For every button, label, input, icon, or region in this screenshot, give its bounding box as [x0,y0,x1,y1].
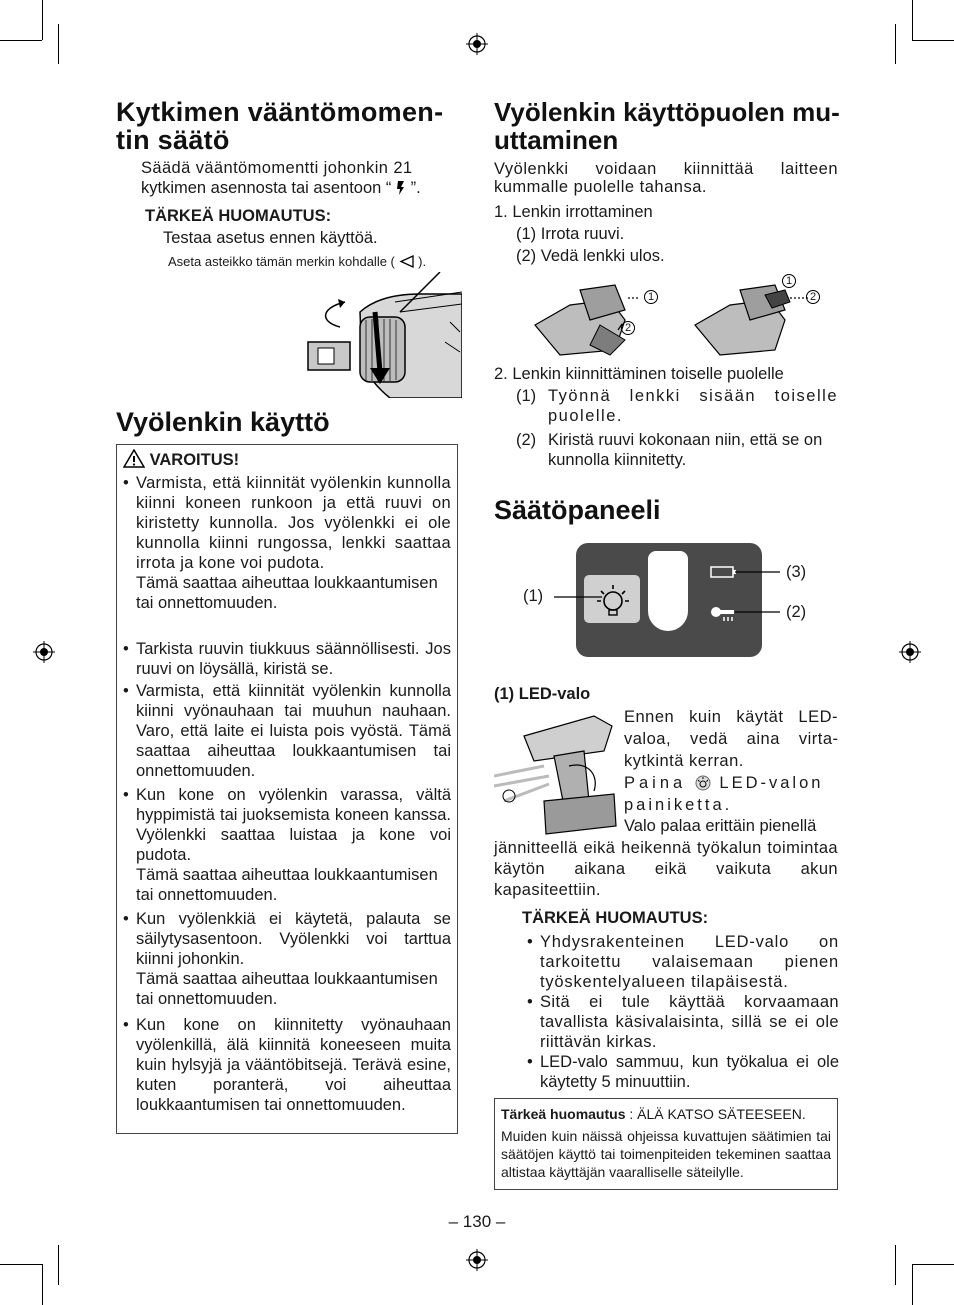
step2-substep-a: Työnnä lenkki sisään toiselle puolelle. [548,387,838,425]
warning-item: • Kun vyölenkkiä ei käytetä, palauta se säilytysasentoon. Vyölenkki voi tarttua kiinni johonkin. Tämä saattaa aiheuttaa loukkaantumisen tai onnettomuuden. [123,910,451,1008]
figure-label-1: 1 [647,291,655,303]
led-heading: (1) LED-valo [494,685,591,703]
drill-mode-icon [396,180,406,196]
led-text3-rest: jännitteellä eikä heikennä työkalun toimintaa käytön aikana eikä vaikuta akun kapasiteettiin. [494,839,838,899]
note-title-line [501,1105,831,1123]
led-text2: Paina LED-valon painiketta. [624,774,824,814]
registration-mark-left [33,641,55,663]
clutch-body-line1: Säädä vääntömomentti johonkin 21 [141,159,413,177]
figure-label-2: 2 [624,322,632,334]
warning-item: • Kun kone on vyölenkin varassa, vältä hyppimistä tai juoksemista koneen kanssa. Vyölenkki saattaa luistaa ja kone voi pudota. Tämä saattaa aiheuttaa loukkaantumisen tai onnettomuuden. [123,786,451,904]
led-important-item: • Sitä ei tule käyttää korvaamaan tavallista käsivalaisinta, sillä se ei ole riittävän kirkas. [527,993,839,1051]
warning-item: • Varmista, että kiinnität vyölenkin kunnolla kiinni koneen runkoon ja että ruuvi on kiristetty kunnolla. Jos vyölenkki ei ole kunnolla kiinni rungossa, lenkki saattaa irrota ja kone voi pudota. Tämä saattaa aiheuttaa loukkaantumisen tai onnettomuuden. [123,474,451,612]
clutch-body-line2: kytkimen asennosta tai asentoon “ ”. [141,179,421,197]
step2-substep-b: Kiristä ruuvi kokonaan niin, että se on kunnolla kiinnitetty. [548,431,823,469]
figure-label-2: 2 [809,291,817,303]
clutch-important-heading: TÄRKEÄ HUOMAUTUS: [145,207,332,225]
led-text1: Ennen kuin käytät LED-valoa, vedä aina virtakytkintä kerran. [624,708,838,770]
step2-substep-a-number: (1) [516,387,537,405]
led-important-item: • Yhdysrakenteinen LED-valo on tarkoitettu valaisemaan pienen työskentelyalueen tilapäisestä. [527,933,839,991]
callout-2: (2) [786,603,807,621]
warning-box [116,444,458,1134]
step1-substep-b: (2) Vedä lenkki ulos. [516,247,665,265]
registration-mark-top [466,33,488,55]
note-title: : ÄLÄ KATSO SÄTEESEEN. [625,1106,806,1122]
warning-item: • Tarkista ruuvin tiukkuus säännöllisesti. Jos ruuvi on löysällä, kiristä se. [123,640,451,678]
section-title-clutch-torque: Kytkimen vääntömomen- tin säätö [116,97,444,155]
led-button-icon [695,775,711,791]
belt-hook-intro: Vyölenkki voidaan kiinnittää laitteen kummalle puolelle tahansa. [494,160,838,196]
led-text3-first: Valo palaa erittäin pienellä [624,817,817,835]
led-important-item: • LED-valo sammuu, kun työkalua ei ole käytetty 5 minuuttiin. [527,1053,839,1091]
step1-heading: 1. Lenkin irrottaminen [494,203,653,221]
drill-clutch-illustration [300,272,462,398]
note-label: Tärkeä huomautus [501,1106,626,1122]
callout-lines [540,560,780,630]
registration-mark-right [899,641,921,663]
clutch-caption: Aseta asteikko tämän merkin kohdalle ( ). [168,254,427,269]
step2-heading: 2. Lenkin kiinnittäminen toiselle puolelle [494,365,784,383]
section-title-belt-hook: Vyölenkin käyttö [116,407,330,437]
triangle-marker-icon [399,255,415,268]
warning-triangle-icon [123,449,145,468]
step1-substep-a: (1) Irrota ruuvi. [516,225,625,243]
section-title-change-belt-hook-side: Vyölenkin käyttöpuolen mu- uttaminen [494,97,840,155]
callout-1: (1) [523,587,544,605]
led-important-heading: TÄRKEÄ HUOMAUTUS: [522,909,709,927]
page-number: – 130 – [448,1212,506,1231]
laser-note-box [494,1098,838,1190]
drill-led-illustration [494,706,618,836]
warning-item: • Kun kone on kiinnitetty vyönauhaan vyölenkillä, älä kiinnitä koneeseen muita kuin hylsyjä ja vääntöbitsejä. Terävä esine, kuten poranterä, voi aiheuttaa loukkaantumisen tai onnettomuuden. [123,1016,451,1114]
registration-mark-bottom [466,1249,488,1271]
clutch-important-text: Testaa asetus ennen käyttöä. [163,229,378,247]
section-title-control-panel: Säätöpaneeli [494,495,661,525]
warning-item: • Varmista, että kiinnität vyölenkin kunnolla kiinni vyönauhaan tai muuhun nauhaan. Varo, että laite ei luista pois vyöstä. Tämä saattaa aiheuttaa loukkaantumisen tai onnettomuuden. [123,682,451,780]
note-body: Muiden kuin näissä ohjeissa kuvattujen säätimien tai säätöjen käyttö tai toimenpiteiden tekeminen saattaa altistaa käyttäjän vaaralliselle säteilylle. [501,1128,831,1180]
belt-hook-pullout-illustration [690,280,820,360]
figure-label-1: 1 [785,275,793,287]
callout-3: (3) [786,563,807,581]
step2-substep-b-number: (2) [516,431,537,449]
warning-heading: VAROITUS! [123,449,239,470]
